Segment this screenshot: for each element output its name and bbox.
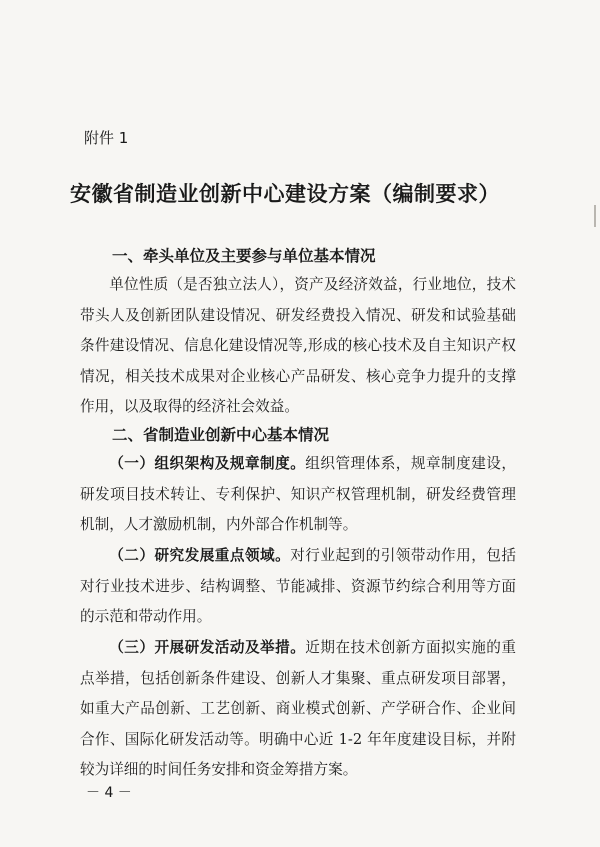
subsection-1-lead: （一）组织架构及规章制度。 bbox=[109, 455, 306, 472]
attachment-label: 附件 1 bbox=[84, 129, 129, 147]
document-title: 安徽省制造业创新中心建设方案（编制要求） bbox=[70, 182, 500, 206]
subsection-3-lead: （三）开展研发活动及举措。 bbox=[109, 639, 306, 656]
subsection-3-body: 近期在技术创新方面拟实施的重点举措，包括创新条件建设、创新人才集聚、重点研发项目部署，如重大产品创新、工艺创新、商业模式创新、产学研合作、企业间合作、国际化研发活动等。明确中心近 1-2 年年度建设目标，并附较为详细的时间任务安排和资金筹措方案。 bbox=[80, 639, 516, 778]
section-1-body: 单位性质（是否独立法人），资产及经济效益，行业地位，技术带头人及创新团队建设情况、研发经费投入情况、研发和试验基础条件建设情况、信息化建设情况等,形成的核心技术及自主知识产权情况，相关技术成果对企业核心产品研发、核心竞争力提升的支撑作用，以及取得的经济社会效益。 bbox=[80, 276, 516, 415]
scan-edge-mark bbox=[594, 205, 596, 227]
subsection-2-lead: （二）研究发展重点领域。 bbox=[109, 547, 291, 564]
subsection-1-paragraph bbox=[80, 449, 516, 541]
subsection-3-paragraph bbox=[80, 633, 516, 786]
page-number: － 4 － bbox=[86, 785, 132, 801]
subsection-2-body: 对行业起到的引领带动作用，包括对行业技术进步、结构调整、节能减排、资源节约综合利用等方面的示范和带动作用。 bbox=[80, 547, 516, 625]
section-2-heading: 二、省制造业创新中心基本情况 bbox=[112, 426, 330, 444]
subsection-2-paragraph bbox=[80, 541, 516, 633]
section-1-heading: 一、牵头单位及主要参与单位基本情况 bbox=[112, 247, 376, 265]
subsection-1-body: 组织管理体系，规章制度建设，研发项目技术转让、专利保护、知识产权管理机制，研发经费管理机制，人才激励机制，内外部合作机制等。 bbox=[80, 455, 516, 533]
